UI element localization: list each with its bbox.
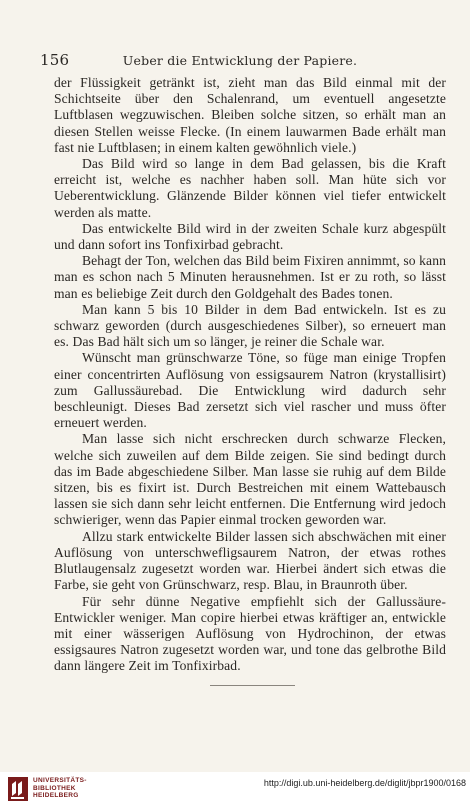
- body-text: [54, 75, 446, 675]
- end-rule: [210, 685, 295, 686]
- paragraph: Das Bild wird so lange in dem Bad gelassen, bis die Kraft erreicht ist, welche es nachher haben soll. Man hüte sich vor Ueberentwicklung. Glänzende Bilder können viel tiefer entwickelt werden als matte.: [54, 156, 446, 220]
- library-name-line: UNIVERSITÄTS-: [33, 777, 87, 784]
- paragraph: Man kann 5 bis 10 Bilder in dem Bad entwickeln. Ist es zu schwarz geworden (durch ausgeschiedenes Silber), so erneuert man es. Das Bad hält sich um so länger, je reiner die Schale war.: [54, 301, 446, 350]
- library-name-line: BIBLIOTHEK: [33, 784, 76, 792]
- library-name-line: HEIDELBERG: [33, 792, 79, 799]
- running-title: Ueber die Entwicklung der Papiere.: [122, 53, 358, 68]
- page-number: 156: [40, 51, 70, 69]
- library-logo-icon: [7, 776, 29, 802]
- paragraph: Behagt der Ton, welchen das Bild beim Fixiren annimmt, so kann man es schon nach 5 Minuten herausnehmen. Ist er zu roth, so lässt man es beliebige Zeit durch den Goldgehalt des Bades tonen.: [54, 253, 446, 301]
- paragraph: Allzu stark entwickelte Bilder lassen sich abschwächen mit einer Auflösung von unterschwefligsaurem Natron, der etwas rothes Blutlaugensalz zugesetzt worden war. Hierbei ändert sich etwas die Farbe, sie geht von Grünschwarz, resp. Blau, in Braunroth über.: [54, 528, 446, 593]
- library-name: [33, 777, 87, 800]
- page-header: [40, 51, 440, 69]
- paragraph: Für sehr dünne Negative empfiehlt sich der Gallussäure-Entwickler weniger. Man copire hierbei etwas kräftiger an, entwickle mit einer wässerigen Auflösung von Hydrochinon, der etwas essigsaures Natron zugesetzt worden war, und tone das gelbrothe Bild dann längere Zeit im Tonfixirbad.: [54, 593, 446, 674]
- permalink-url[interactable]: http://digi.ub.uni-heidelberg.de/diglit/jbpr1900/0168: [263, 778, 466, 788]
- paragraph: Das entwickelte Bild wird in der zweiten Schale kurz abgespült und dann sofort ins Tonfixirbad gebracht.: [54, 220, 446, 253]
- paragraph: der Flüssigkeit getränkt ist, zieht man das Bild einmal mit der Schichtseite über den Schalenrand, um eventuell angesetzte Luftblasen wegzuwischen. Bleiben solche sitzen, so erhält man an diesen Stellen weisse Flecke. (In einem lauwarmen Bade erhält man fast nie Luftblasen; in einem kalten gewöhnlich viele.): [54, 75, 446, 155]
- paragraph: Man lasse sich nicht erschrecken durch schwarze Flecken, welche sich zuweilen auf dem Bilde zeigen. Sie sind bedingt durch das im Bade abgeschiedene Silber. Man lasse sie ruhig auf dem Bilde sitzen, bis es fixirt ist. Durch Bestreichen mit einem Wattebausch lassen sie sich dann sehr leicht entfernen. Die Entfernung wird jedoch schwieriger, wenn das Papier einmal trocken geworden war.: [54, 431, 446, 528]
- paragraph: Wünscht man grünschwarze Töne, so füge man einige Tropfen einer concentrirten Auflösung von essigsaurem Natron (krystallisirt) zum Gallussäurebad. Die Entwicklung wird dadurch sehr beschleunigt. Dieses Bad zersetzt sich viel rascher und muss öfter erneuert werden.: [54, 350, 446, 431]
